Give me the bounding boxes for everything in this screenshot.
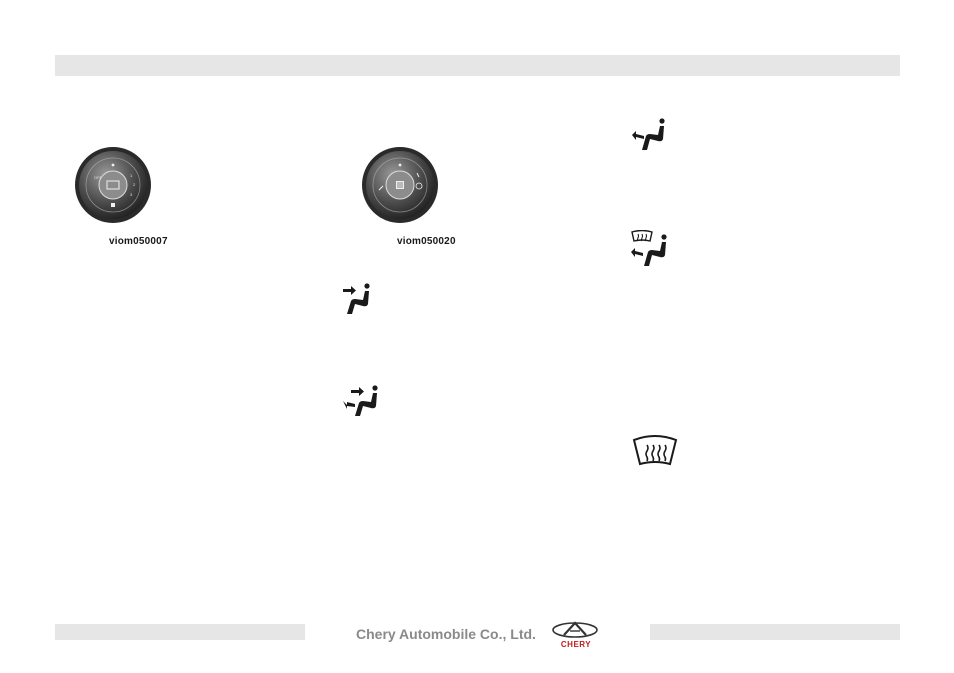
svg-text:2: 2 <box>133 182 136 187</box>
header-bar <box>55 55 900 76</box>
svg-text:OFF: OFF <box>94 175 102 180</box>
floor-defrost-mode-icon <box>630 230 672 268</box>
svg-text:3: 3 <box>130 192 133 197</box>
face-vent-mode-icon <box>341 282 373 316</box>
bi-level-mode-icon <box>341 383 381 419</box>
windshield-defrost-icon <box>631 434 679 470</box>
footer-company-name: Chery Automobile Co., Ltd. <box>356 626 536 642</box>
svg-text:1: 1 <box>130 173 133 178</box>
floor-mode-icon <box>631 117 669 153</box>
mode-selector-knob-2 <box>361 146 439 224</box>
figure-caption-2: viom050020 <box>397 236 456 247</box>
figure-caption-1: viom050007 <box>109 236 168 247</box>
footer-bar-left <box>55 624 305 640</box>
chery-logo-text: CHERY <box>560 640 592 649</box>
footer-bar-right <box>650 624 900 640</box>
mode-selector-knob-1 <box>74 146 152 224</box>
